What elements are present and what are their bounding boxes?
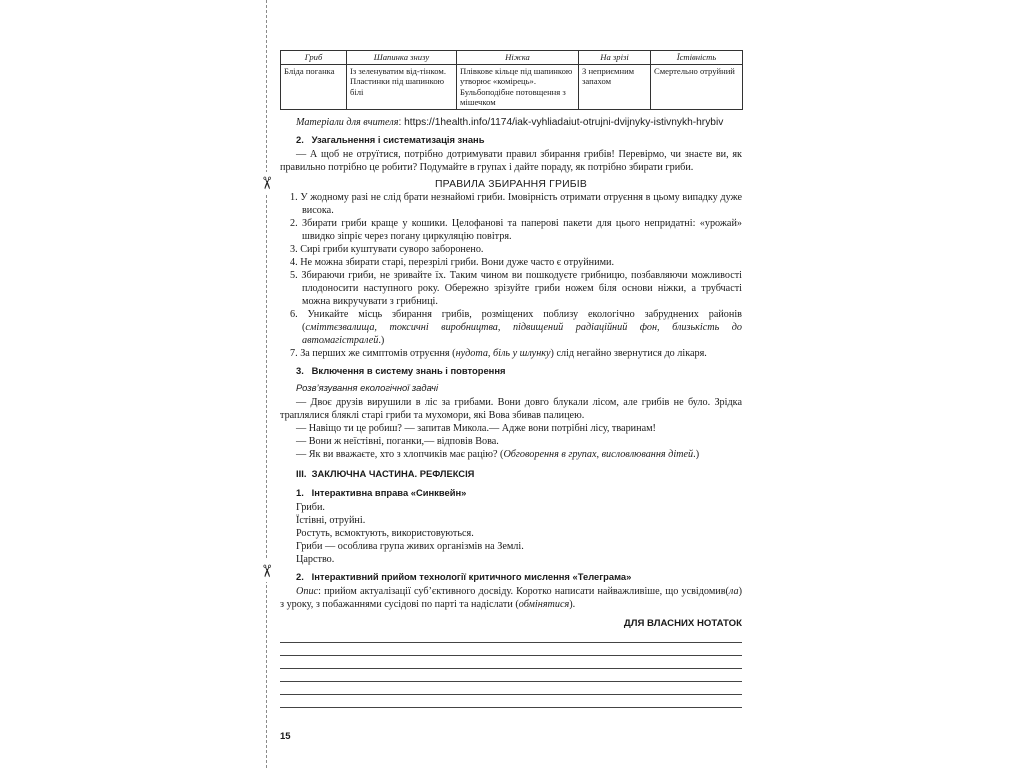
item-italic: нудота, біль у шлунку bbox=[455, 347, 551, 359]
note-line bbox=[280, 668, 742, 669]
page-content bbox=[280, 50, 742, 708]
table-header: На зрізі bbox=[579, 51, 651, 65]
materials-line bbox=[280, 116, 742, 129]
cinquain-line: Ростуть, всмоктують, використовуються. bbox=[296, 527, 474, 539]
table-header: Шапинка знизу bbox=[347, 51, 457, 65]
cinquain-line: Царство. bbox=[296, 553, 335, 565]
subheading: Розв’язування екологічної задачі bbox=[296, 381, 439, 393]
cinquain bbox=[280, 501, 742, 566]
paragraph: — Двоє друзів вирушили в ліс за грибами. Вони довго блукали лісом, але грибів не було. Зрідка траплялися бляклі старі гриби та мухомори, які Вова збивав палицею. bbox=[280, 396, 742, 421]
section-heading: 1. Інтерактивна вправа «Синквейн» bbox=[296, 486, 467, 498]
table-row bbox=[281, 64, 743, 109]
text: ) з уроку, з побажаннями сусідові по парті та надіслати ( bbox=[280, 585, 742, 610]
list-item: 3. Сирі гриби куштувати суворо заборонено. bbox=[290, 243, 484, 255]
table-cell: Бліда поганка bbox=[281, 64, 347, 109]
table-header: Їстівність bbox=[651, 51, 743, 65]
scissors-icon: ✂ bbox=[257, 560, 275, 582]
note-line bbox=[280, 694, 742, 695]
list-item: 4. Не можна збирати старі, перезрілі гриби. Вони дуже часто є отруйними. bbox=[290, 256, 615, 268]
note-line bbox=[280, 681, 742, 682]
table-cell: З неприємним запахом bbox=[579, 64, 651, 109]
section-heading: 2. Узагальнення і систематизація знань bbox=[296, 133, 485, 145]
paragraph: — Вони ж неїстівні, поганки,— відповів Вова. bbox=[296, 435, 499, 447]
notes-title: ДЛЯ ВЛАСНИХ НОТАТОК bbox=[623, 617, 742, 629]
table-cell: Плівкове кільце під шапинкою утворює «комірець». Бульбоподібне потовщення з мішечком bbox=[457, 64, 579, 109]
italic-text: Опис bbox=[296, 585, 319, 597]
page-number: 15 bbox=[280, 731, 291, 742]
materials-label: Матеріали для вчителя bbox=[296, 116, 399, 128]
paragraph: — А щоб не отруїтися, потрібно дотримувати правил збирання грибів! Перевірмо, чи знаєте ви, як правильно потрібно це робити? Подумайте в групах і дайте пораду, як потрібно збирати гриби. bbox=[280, 148, 742, 173]
item-text: 6. Уникайте місць збирання грибів, розміщених поблизу екологічно забруднених районів ( bbox=[290, 308, 742, 333]
paragraph: — Навіщо ти це робиш? — запитав Микола.— Адже вони потрібні лісу, тваринам! bbox=[296, 422, 656, 434]
scissors-icon: ✂ bbox=[257, 172, 275, 194]
note-line bbox=[280, 642, 742, 643]
note-line bbox=[280, 707, 742, 708]
table-cell: Смертельно отруйний bbox=[651, 64, 743, 109]
text: ). bbox=[569, 598, 576, 610]
rules-list bbox=[280, 191, 742, 360]
paragraph bbox=[280, 448, 742, 461]
section-heading: 3. Включення в систему знань і повторення bbox=[296, 364, 506, 376]
paragraph bbox=[280, 585, 742, 611]
text: — Як ви вважаєте, хто з хлопчиків має рацію? ( bbox=[296, 448, 504, 460]
cinquain-line: Їстівні, отруйні. bbox=[296, 514, 366, 526]
cinquain-line: Гриби. bbox=[296, 501, 325, 513]
cut-line bbox=[266, 0, 267, 768]
list-item: 1. У жодному разі не слід брати незнайомі гриби. Імовірність отримати отруєння в цьому випадку дуже висока. bbox=[290, 191, 742, 216]
section-heading: 2. Інтерактивний прийом технології критичного мислення «Телеграма» bbox=[296, 570, 632, 582]
mushroom-table bbox=[280, 50, 743, 110]
text: .) bbox=[693, 448, 700, 460]
table-cell: Із зеленуватим від-тінком. Пластинки під шапинкою білі bbox=[347, 64, 457, 109]
table-header: Ніжка bbox=[457, 51, 579, 65]
list-item bbox=[290, 347, 742, 360]
list-item: 5. Збираючи гриби, не зривайте їх. Таким чином ви пошкодуєте грибницю, позбавляючи можливості плодоносити наступного року. Обережно зрізуйте гриби ножем біля основи ніжки, а трубчасті можна викручувати з грибниці. bbox=[290, 269, 742, 307]
italic-text: ла bbox=[728, 585, 739, 597]
item-text: 7. За перших же симптомів отруєння ( bbox=[290, 347, 456, 359]
item-text: .) bbox=[378, 334, 385, 346]
notes-area[interactable] bbox=[280, 642, 742, 708]
item-text: ) слід негайно звернутися до лікаря. bbox=[550, 347, 707, 359]
cinquain-line: Гриби — особлива група живих організмів на Землі. bbox=[296, 540, 524, 552]
text: : прийом актуалізації суб’єктивного досвіду. Коротко написати найважливіше, що усвідомив( bbox=[318, 585, 729, 597]
materials-url[interactable]: : https://1health.info/1174/iak-vyhliadaiut-otrujni-dvijnyky-istivnykh-hrybiv bbox=[398, 116, 724, 128]
table-header: Гриб bbox=[281, 51, 347, 65]
rules-title: ПРАВИЛА ЗБИРАННЯ ГРИБІВ bbox=[434, 178, 588, 190]
item-italic: сміттєзвалища, токсичні виробництва, підвищений радіаційний фон, близькість до автомагістралей bbox=[302, 321, 742, 346]
table-header-row bbox=[281, 51, 743, 65]
note-line bbox=[280, 655, 742, 656]
list-item: 2. Збирати гриби краще у кошики. Целофанові та паперові пакети для цього непридатні: «урожай» швидко зіпріє через погану циркуляцію повітря. bbox=[290, 217, 742, 242]
list-item bbox=[290, 308, 742, 347]
part-heading: ІІІ. ЗАКЛЮЧНА ЧАСТИНА. РЕФЛЕКСІЯ bbox=[296, 467, 475, 479]
italic-text: обмінятися bbox=[518, 598, 570, 610]
italic-text: Обговорення в групах, висловлювання дітей bbox=[503, 448, 694, 460]
